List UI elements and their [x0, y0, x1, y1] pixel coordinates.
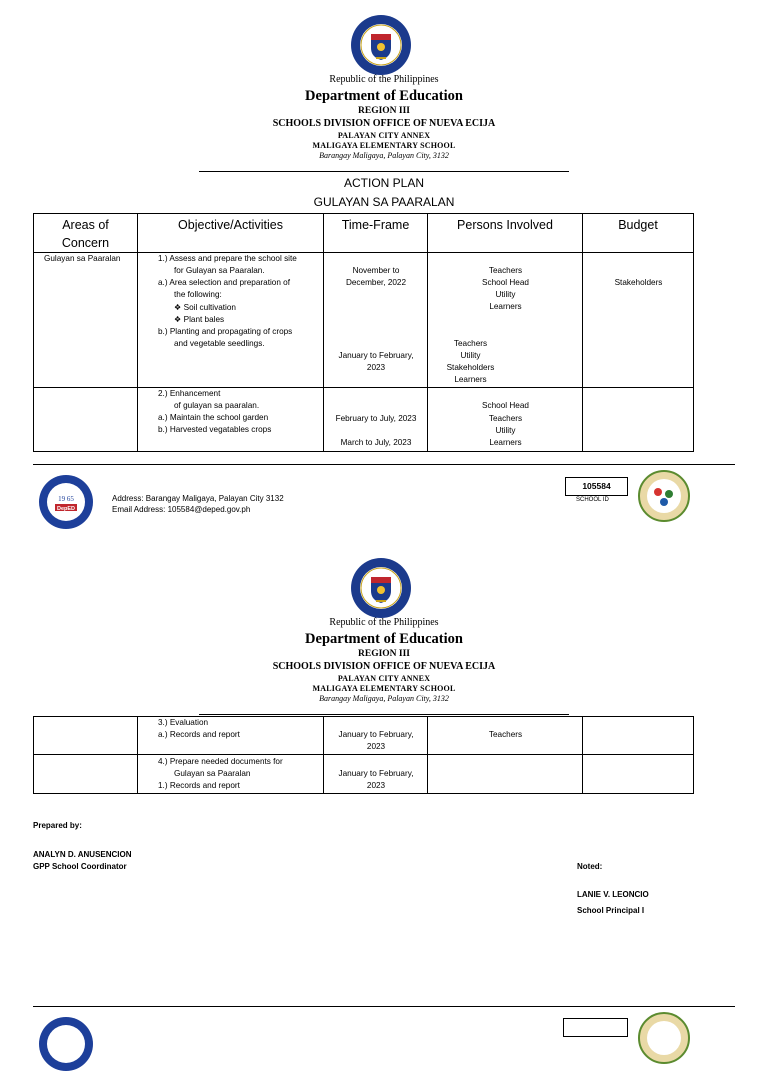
- header-persons-involved: Persons Involved: [428, 214, 583, 253]
- timeframe-line: December, 2022: [345, 278, 407, 287]
- deped-seal-icon: [350, 14, 412, 76]
- school-address: Barangay Maligaya, Palayan City, 3132: [319, 151, 449, 160]
- timeframe-line: 2023: [366, 363, 386, 372]
- principal-title: School Principal I: [577, 906, 645, 915]
- division-line: SCHOOLS DIVISION OFFICE OF NUEVA ECIJA: [272, 118, 496, 129]
- table-row: [34, 253, 694, 388]
- objective-line: of gulayan sa paaralan.: [174, 401, 260, 410]
- timeframe-line: February to July, 2023: [335, 414, 417, 423]
- gulayan-title: GULAYAN SA PAARALAN: [313, 195, 455, 209]
- objective-line: a.) Maintain the school garden: [158, 413, 269, 422]
- objective-line: 4.) Prepare needed documents for: [158, 757, 283, 766]
- department-name: Department of Education: [305, 631, 463, 647]
- person-item: Learners: [454, 375, 487, 384]
- noted-label: Noted:: [577, 862, 603, 871]
- objective-bullet: ❖ Plant bales: [174, 315, 225, 324]
- footer-email[interactable]: Email Address: 105584@deped.gov.ph: [112, 505, 251, 514]
- republic-line: Republic of the Philippines: [329, 74, 439, 85]
- objective-line: the following:: [174, 290, 222, 299]
- timeframe-line: March to July, 2023: [340, 438, 412, 447]
- department-name: Department of Education: [305, 88, 463, 104]
- deped-seal-icon: [350, 557, 412, 619]
- school-id-box: 105584: [565, 477, 628, 496]
- principal-name: LANIE V. LEONCIO: [577, 890, 649, 899]
- region-line: REGION III: [358, 649, 410, 659]
- table-header-row: [34, 214, 694, 253]
- footer-divider: [33, 464, 735, 465]
- objective-line: for Gulayan sa Paaralan.: [174, 266, 265, 275]
- objective-line: a.) Records and report: [158, 730, 240, 739]
- footer-divider: [33, 1006, 735, 1007]
- objective-line: 2.) Enhancement: [158, 389, 221, 398]
- person-item: Utility: [495, 426, 516, 435]
- area-cell: Gulayan sa Paaralan: [44, 254, 121, 263]
- division-line: SCHOOLS DIVISION OFFICE OF NUEVA ECIJA: [272, 661, 496, 672]
- objective-line: 1.) Assess and prepare the school site: [158, 254, 297, 263]
- action-plan-title: ACTION PLAN: [343, 176, 424, 190]
- school-logo-icon: [38, 1016, 94, 1072]
- school-logo-icon: [38, 474, 94, 530]
- republic-line: Republic of the Philippines: [329, 617, 439, 628]
- gpp-logo-icon: [638, 470, 690, 522]
- header-budget: Budget: [583, 214, 694, 253]
- objective-bullet: ❖ Soil cultivation: [174, 303, 236, 312]
- header-divider: [199, 171, 569, 172]
- logo-brand: DepED: [56, 506, 76, 512]
- header-objective-activities: Objective/Activities: [138, 214, 324, 253]
- timeframe-line: 2023: [366, 781, 386, 790]
- school-name: MALIGAYA ELEMENTARY SCHOOL: [312, 141, 456, 150]
- timeframe-line: January to February,: [338, 730, 414, 739]
- timeframe-line: January to February,: [338, 351, 414, 360]
- budget-cell: Stakeholders: [614, 278, 663, 287]
- timeframe-line: November to: [352, 266, 400, 275]
- school-address: Barangay Maligaya, Palayan City, 3132: [319, 694, 449, 703]
- prepared-by-label: Prepared by:: [33, 821, 82, 830]
- gpp-logo-icon: [638, 1012, 690, 1064]
- preparer-title: GPP School Coordinator: [33, 862, 127, 871]
- header-areas-of-concern: Areas of Concern: [34, 214, 138, 253]
- person-item: Teachers: [488, 266, 523, 275]
- table-row: [34, 717, 694, 755]
- person-item: School Head: [482, 278, 529, 287]
- person-item: Teachers: [488, 414, 523, 423]
- person-item: Learners: [489, 438, 522, 447]
- table-row: [34, 388, 694, 452]
- school-id-label: SCHOOL ID: [576, 497, 609, 503]
- objective-line: a.) Area selection and preparation of: [158, 278, 290, 287]
- annex-line: PALAYAN CITY ANNEX: [337, 131, 431, 140]
- person-item: Stakeholders: [446, 363, 495, 372]
- person-item: Teachers: [488, 730, 523, 739]
- header-time-frame: Time-Frame: [324, 214, 428, 253]
- objective-line: 3.) Evaluation: [158, 718, 209, 727]
- school-id-box: [563, 1018, 628, 1037]
- objective-line: b.) Planting and propagating of crops: [158, 327, 293, 336]
- objective-line: b.) Harvested vegatables crops: [158, 425, 272, 434]
- timeframe-line: 2023: [366, 742, 386, 751]
- person-item: Utility: [495, 290, 516, 299]
- person-item: Utility: [460, 351, 481, 360]
- objective-line: Gulayan sa Paaralan: [174, 769, 251, 778]
- person-item: Teachers: [453, 339, 488, 348]
- annex-line: PALAYAN CITY ANNEX: [337, 674, 431, 683]
- table-row: [34, 755, 694, 794]
- action-plan-table-continued: [33, 716, 694, 794]
- person-item: School Head: [482, 401, 529, 410]
- region-line: REGION III: [358, 106, 410, 116]
- timeframe-line: January to February,: [338, 769, 414, 778]
- footer-address: Address: Barangay Maligaya, Palayan City 3132: [112, 494, 284, 503]
- header-divider: [199, 714, 569, 715]
- preparer-name: ANALYN D. ANUSENCION: [33, 850, 132, 859]
- objective-line: 1.) Records and report: [158, 781, 240, 790]
- person-item: Learners: [489, 302, 522, 311]
- action-plan-table: [33, 213, 694, 452]
- objective-line: and vegetable seedlings.: [174, 339, 265, 348]
- school-name: MALIGAYA ELEMENTARY SCHOOL: [312, 684, 456, 693]
- logo-year: 19 65: [58, 495, 74, 503]
